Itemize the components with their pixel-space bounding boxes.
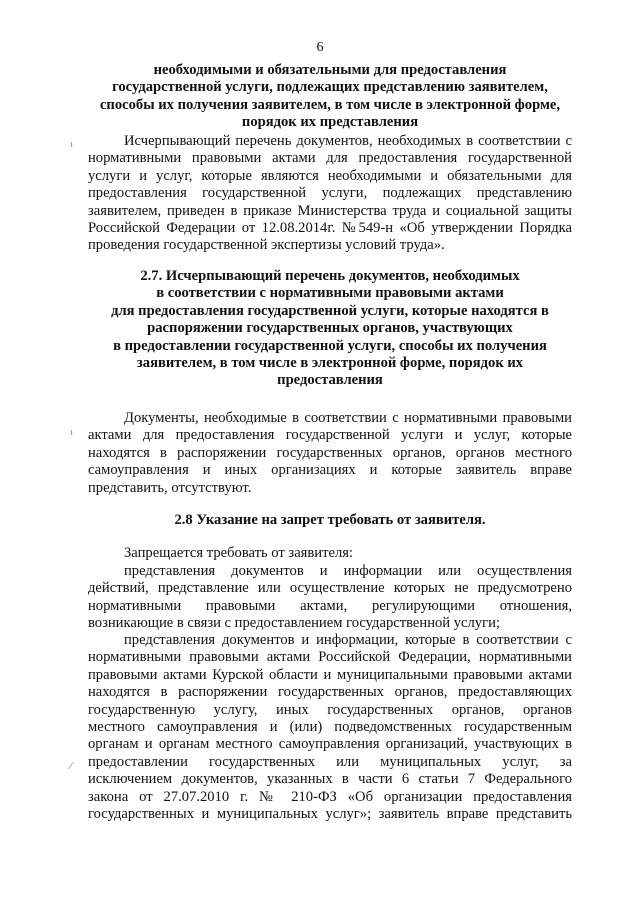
section-2-7-heading [88, 268, 572, 390]
heading-line: 2.8 Указание на запрет требовать от заявителя. [174, 512, 486, 528]
heading-line: распоряжении государственных органов, участвующих [147, 320, 513, 337]
heading-line: заявителем, в том числе в электронной форме, порядок их [136, 355, 524, 372]
item-line: находятся в распоряжении государственных органов, предоставляющих [88, 684, 572, 701]
item-line: исключением документов, указанных в части 6 статьи 7 Федерального [88, 771, 572, 788]
scan-mark: ⁄ [70, 760, 72, 772]
heading-line: в соответствии с нормативными правовыми актами [156, 285, 504, 302]
item-line: органам и органам местного самоуправления организаций, участвующих в [88, 736, 572, 753]
item-line: правовыми актами Курской области и муниципальными правовыми актами [88, 666, 572, 683]
heading-line: порядок их представления [241, 114, 419, 131]
item-line: государственную услугу, иных государственных органов, органов [88, 701, 572, 718]
prohibition-item-1: представления документов и информации или осуществления действий, представление или осуществление которых не предусмотрено нормативными правовыми актами, регулирующими отношения, возникающие в связи с предоставлением государственной услуги; [88, 563, 572, 632]
heading-documents-required [88, 62, 572, 132]
heading-line: в предоставлении государственной услуги, способы их получения [113, 337, 547, 354]
item-line: представления документов и информации, которые в соответствии с [124, 632, 572, 648]
heading-line: государственной услуги, подлежащих представлению заявителем, [112, 79, 548, 96]
section-2-8-heading [88, 512, 572, 529]
item-line: предоставлении государственных или муниципальных услуг, за [88, 753, 572, 770]
heading-line: предоставления [277, 372, 383, 389]
item-line: нормативными правовыми актами Российской Федерации, нормативными [88, 649, 572, 666]
item-line: государственных и муниципальных услуг»; заявитель вправе представить [88, 806, 572, 823]
section-2-8-intro: Запрещается требовать от заявителя: [124, 545, 353, 561]
paragraph-exhaustive-list: Исчерпывающий перечень документов, необходимых в соответствии с нормативными правовыми актами для предоставления государственной услуги и услуг, которые являются необходимыми и обязательными для предоставления государственной услуги, подлежащих представлению заявителем, приведен в приказе Министерства труда и социальной защиты Российской Федерации от 12.08.2014г. №549-н «Об утверждении Порядка проведения государственной экспертизы условий труда». [88, 133, 572, 254]
item-line: закона от 27.07.2010 г. № 210-ФЗ «Об организации предоставления [88, 788, 572, 805]
item-line: местного самоуправления и (или) подведомственных государственным [88, 719, 572, 736]
heading-line: 2.7. Исчерпывающий перечень документов, необходимых [140, 268, 520, 284]
scan-mark: ⁾ [70, 141, 73, 153]
section-2-7-paragraph: Документы, необходимые в соответствии с нормативными правовыми актами для предоставления государственной услуги и услуг, которые находятся в распоряжении государственных органов, органов местного самоуправления и иных организациях и которые заявитель вправе представить, отсутствуют. [88, 410, 572, 496]
heading-line: способы их получения заявителем, в том числе в электронной форме, [99, 96, 561, 113]
heading-line: необходимыми и обязательными для предоставления [153, 62, 507, 78]
page-number: 6 [316, 40, 324, 55]
heading-line: для предоставления государственной услуги, которые находятся в [111, 302, 549, 319]
prohibition-item-2 [88, 632, 572, 823]
scan-mark: ⁾ [70, 429, 73, 441]
